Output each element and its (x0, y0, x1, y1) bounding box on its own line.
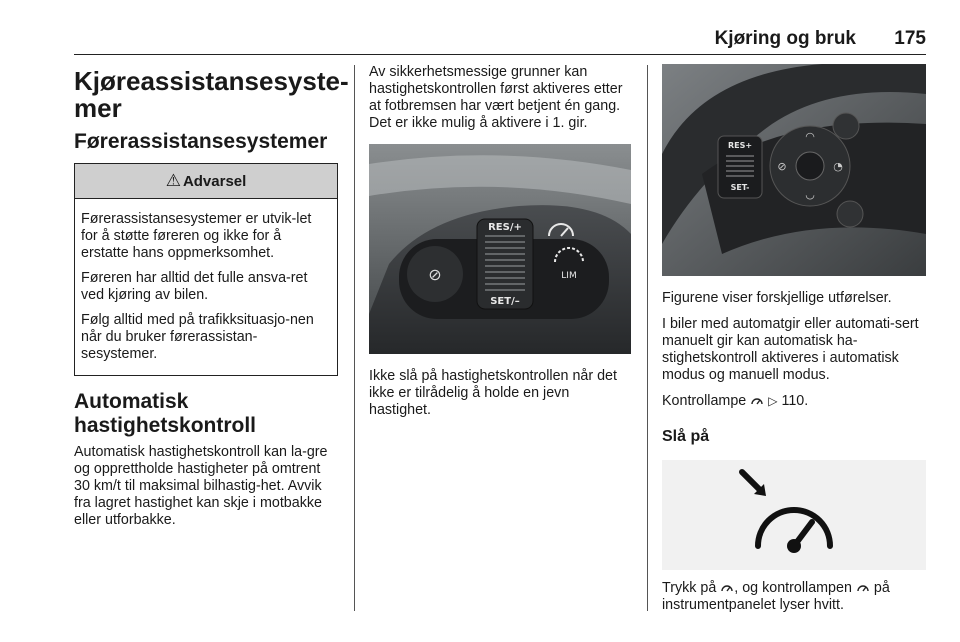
warning-text: Føreren har alltid det fulle ansva-ret ved kjøring av bilen. (81, 270, 308, 303)
steering-wheel-illustration-alt (662, 64, 926, 276)
page-reference[interactable]: 110. (781, 393, 809, 409)
res-label: RES/+ (488, 222, 522, 233)
arrow-right-icon: ▷ (768, 394, 778, 408)
svg-text:◔: ◔ (833, 160, 843, 173)
body-text: Kontrollampe ▷ 110. (662, 393, 809, 409)
body-text: Av sikkerhetsmessige grunner kan hastighetskontrollen først aktiveres etter at fotbremsen har vært betjent én gang. Det er ikke mulig å aktivere i 1. gir. (369, 64, 623, 131)
speed-icon-figure (662, 460, 926, 570)
cruise-control-icon (720, 582, 734, 593)
warning-body (75, 199, 337, 375)
subtitle: Førerassistansesystemer (74, 130, 328, 153)
res-label-alt: RES+ (727, 141, 753, 150)
body-text: Ikke slå på hastighetskontrollen når det ikke er tilrådelig å holde en jevn hastighet. (369, 368, 617, 418)
warning-header (75, 164, 337, 199)
svg-text:⊘: ⊘ (428, 265, 442, 284)
set-label-alt: SET- (730, 183, 750, 192)
cruise-control-icon (750, 395, 764, 406)
steering-wheel-illustration (369, 144, 631, 354)
column-right (662, 64, 926, 623)
column-middle (369, 64, 631, 428)
subsection-heading: Slå på (662, 428, 710, 445)
page-number: 175 (894, 28, 926, 49)
body-text: Trykk på , og kontrollampen på instrumentpanelet lyser hvitt. (662, 580, 890, 613)
body-text: Automatisk hastighetskontroll kan la-gre og opprettholde hastigheter på omtrent 30 km/t til maksimal bilhastig-het. Avvik fra lagret hastighet kan skje i motbakke eller utforbakke. (74, 444, 328, 528)
steering-wheel-figure-alt (662, 64, 926, 276)
cruise-control-symbol (662, 460, 926, 570)
set-label: SET/– (490, 296, 520, 307)
warning-triangle-icon: ⚠ (165, 171, 181, 190)
warning-label: Advarsel (182, 172, 247, 190)
header-rule (74, 54, 926, 55)
lim-label: LIM (561, 271, 577, 281)
warning-text: Følg alltid med på trafikksituasjo-nen når du bruker førerassistan-sesystemer. (81, 312, 314, 362)
section-heading: Automatisk hastighetskontroll (74, 390, 257, 437)
column-divider (354, 65, 355, 611)
cruise-control-icon (856, 582, 870, 593)
page-header (74, 28, 926, 50)
body-text: Figurene viser forskjellige utførelser. (662, 290, 892, 306)
section-title: Kjøring og bruk (714, 28, 856, 49)
svg-text:⊘: ⊘ (777, 160, 787, 173)
column-divider (647, 65, 648, 611)
warning-text: Førerassistansesystemer er utvik-let for å støtte føreren og ikke for å erstatte hans oppmerksomhet. (81, 211, 312, 261)
column-left (74, 64, 349, 538)
body-text: I biler med automatgir eller automati-sert manuelt gir kan automatisk ha-stighetskontroll aktiveres i automatisk modus og manuell modus. (662, 316, 919, 383)
steering-wheel-figure (369, 144, 631, 354)
svg-text:◠: ◠ (805, 130, 815, 143)
svg-text:◡: ◡ (805, 188, 815, 201)
chapter-title: Kjøreassistansesyste- mer (74, 66, 349, 123)
warning-box (74, 163, 338, 376)
